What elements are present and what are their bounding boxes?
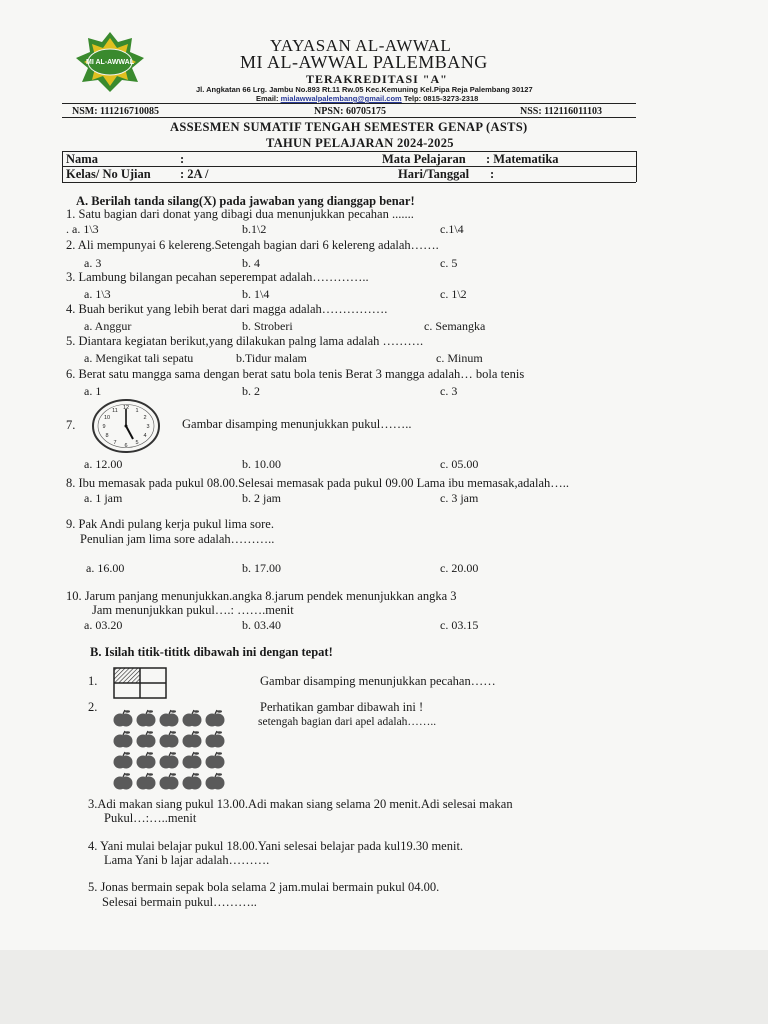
nama-colon: : bbox=[180, 152, 185, 166]
contact-line bbox=[256, 94, 478, 103]
question-9: 9. Pak Andi pulang kerja pukul lima sore. bbox=[66, 517, 274, 531]
nama-label: Nama bbox=[66, 152, 98, 166]
q2-option-a[interactable]: a. 3 bbox=[84, 256, 102, 270]
clock-image bbox=[90, 398, 162, 454]
q3-option-c[interactable]: c. 1\2 bbox=[440, 287, 467, 301]
q4-option-b[interactable]: b. Stroberi bbox=[242, 319, 293, 333]
q8-option-b[interactable]: b. 2 jam bbox=[242, 491, 281, 505]
apples-image bbox=[112, 708, 232, 792]
apple-icon bbox=[114, 773, 133, 790]
section-b-heading: B. Isilah titik-tititk dibawah ini dengan tepat! bbox=[90, 645, 333, 659]
question-5: 5. Diantara kegiatan berikut,yang dilakukan palng lama adalah ………. bbox=[66, 334, 424, 348]
question-7: Gambar disamping menunjukkan pukul…….. bbox=[182, 417, 412, 431]
apple-icon bbox=[114, 710, 133, 727]
svg-text:2: 2 bbox=[143, 415, 147, 421]
apple-icon bbox=[114, 752, 133, 769]
q9-option-a[interactable]: a. 16.00 bbox=[86, 561, 125, 575]
apple-icon bbox=[160, 731, 179, 748]
svg-text:9: 9 bbox=[102, 424, 106, 430]
school-logo bbox=[62, 30, 158, 94]
apple-icon bbox=[206, 752, 225, 769]
svg-text:7: 7 bbox=[113, 440, 117, 446]
q10-option-c[interactable]: c. 03.15 bbox=[440, 618, 479, 632]
q6-option-b[interactable]: b. 2 bbox=[242, 384, 260, 398]
question-10: 10. Jarum panjang menunjukkan.angka 8.jarum pendek menunjukkan angka 3 bbox=[66, 589, 457, 603]
apple-icon bbox=[160, 752, 179, 769]
b-question-3: 3.Adi makan siang pukul 13.00.Adi makan siang selama 20 menit.Adi selesai makan bbox=[88, 797, 513, 811]
nss-number: NSS: 112116011103 bbox=[520, 106, 602, 117]
svg-text:11: 11 bbox=[112, 408, 118, 414]
q5-option-a[interactable]: a. Mengikat tali sepatu bbox=[84, 351, 194, 365]
q10-option-b[interactable]: b. 03.40 bbox=[242, 618, 281, 632]
question-3: 3. Lambung bilangan pecahan seperempat adalah………….. bbox=[66, 270, 369, 284]
b-question-4-line2: Lama Yani b lajar adalah………. bbox=[104, 853, 270, 867]
email-label: Email: bbox=[256, 94, 279, 103]
question-8: 8. Ibu memasak pada pukul 08.00.Selesai memasak pada pukul 09.00 Lama ibu memasak,adalah….. bbox=[66, 476, 569, 490]
b-question-3-line2: Pukul…:…..menit bbox=[104, 811, 197, 825]
apple-icon bbox=[183, 773, 202, 790]
mapel-value: : Matematika bbox=[486, 152, 559, 166]
q10-option-a[interactable]: a. 03.20 bbox=[84, 618, 123, 632]
question-2: 2. Ali mempunyai 6 kelereng.Setengah bagian dari 6 kelereng adalah……. bbox=[66, 238, 439, 252]
mapel-label: Mata Pelajaran bbox=[382, 152, 466, 166]
info-table-right bbox=[636, 151, 637, 182]
q5-option-c[interactable]: c. Minum bbox=[436, 351, 483, 365]
apple-icon bbox=[160, 773, 179, 790]
q6-option-a[interactable]: a. 1 bbox=[84, 384, 102, 398]
q3-option-a[interactable]: a. 1\3 bbox=[84, 287, 111, 301]
apple-icon bbox=[183, 731, 202, 748]
q1-option-a[interactable]: . a. 1\3 bbox=[66, 222, 99, 236]
apple-icon bbox=[137, 773, 156, 790]
school-name: MI AL-AWWAL PALEMBANG bbox=[240, 52, 488, 72]
b-question-2-line2: setengah bagian dari apel adalah…….. bbox=[258, 716, 437, 728]
q8-option-a[interactable]: a. 1 jam bbox=[84, 491, 123, 505]
q6-option-c[interactable]: c. 3 bbox=[440, 384, 458, 398]
school-address: Jl. Angkatan 66 Lrg. Jambu No.893 Rt.11 Rw.05 Kec.Kemuning Kel.Pipa Reja Palembang 30127 bbox=[196, 85, 533, 94]
apple-icon bbox=[160, 710, 179, 727]
kelas-value: : 2A / bbox=[180, 167, 209, 181]
apple-icon bbox=[137, 710, 156, 727]
q1-option-b[interactable]: b.1\2 bbox=[242, 222, 267, 236]
section-a-heading: A. Berilah tanda silang(X) pada jawaban yang dianggap benar! bbox=[76, 194, 415, 208]
q1-option-c[interactable]: c.1\4 bbox=[440, 222, 464, 236]
question-9-line2: Penulian jam lima sore adalah……….. bbox=[80, 532, 275, 546]
exam-title: ASSESMEN SUMATIF TENGAH SEMESTER GENAP (ASTS) bbox=[170, 120, 528, 134]
q7-option-a[interactable]: a. 12.00 bbox=[84, 457, 123, 471]
q3-option-b[interactable]: b. 1\4 bbox=[242, 287, 270, 301]
header-rule-bottom bbox=[62, 117, 636, 118]
svg-text:8: 8 bbox=[105, 433, 109, 439]
b-question-2-number: 2. bbox=[88, 700, 98, 714]
q2-option-c[interactable]: c. 5 bbox=[440, 256, 458, 270]
svg-text:4: 4 bbox=[143, 433, 147, 439]
svg-text:10: 10 bbox=[103, 415, 111, 421]
b-question-5-line2: Selesai bermain pukul……….. bbox=[102, 895, 257, 909]
nsm-number: NSM: 111216710085 bbox=[72, 106, 159, 117]
b-question-4: 4. Yani mulai belajar pukul 18.00.Yani selesai belajar pada kul19.30 menit. bbox=[88, 839, 464, 853]
info-table-left bbox=[62, 151, 63, 182]
b-question-5: 5. Jonas bermain sepak bola selama 2 jam.mulai bermain pukul 04.00. bbox=[88, 880, 440, 894]
npsn-number: NPSN: 60705175 bbox=[314, 106, 386, 117]
b-question-1-number: 1. bbox=[88, 674, 98, 688]
question-10-line2: Jam menunjukkan pukul….: …….menit bbox=[92, 603, 294, 617]
q2-option-b[interactable]: b. 4 bbox=[242, 256, 260, 270]
q8-option-c[interactable]: c. 3 jam bbox=[440, 491, 479, 505]
question-4: 4. Buah berikut yang lebih berat dari magga adalah……………. bbox=[66, 302, 388, 316]
q5-option-b[interactable]: b.Tidur malam bbox=[236, 351, 307, 365]
accreditation: TERAKREDITASI "A" bbox=[306, 72, 448, 86]
svg-text:6: 6 bbox=[124, 443, 128, 449]
svg-text:12: 12 bbox=[122, 405, 130, 411]
hari-colon: : bbox=[490, 167, 495, 181]
apple-icon bbox=[137, 752, 156, 769]
b-question-2: Perhatikan gambar dibawah ini ! bbox=[260, 700, 424, 714]
svg-text:3: 3 bbox=[146, 424, 150, 430]
apple-icon bbox=[183, 752, 202, 769]
svg-text:5: 5 bbox=[135, 440, 139, 446]
kelas-label: Kelas/ No Ujian bbox=[66, 167, 151, 181]
email-link[interactable]: mialawwalpalembang@gmail.com bbox=[280, 94, 402, 103]
question-1: 1. Satu bagian dari donat yang dibagi dua menunjukkan pecahan ....... bbox=[66, 207, 414, 221]
apple-icon bbox=[206, 710, 225, 727]
apple-icon bbox=[206, 773, 225, 790]
phone-number: Telp: 0815-3273-2318 bbox=[403, 94, 479, 103]
info-table-bottom bbox=[62, 182, 636, 183]
svg-text:MI AL-AWWAL: MI AL-AWWAL bbox=[86, 59, 134, 66]
header-rule-top bbox=[62, 103, 636, 104]
exam-year: TAHUN PELAJARAN 2024-2025 bbox=[266, 136, 454, 150]
apple-icon bbox=[206, 731, 225, 748]
q4-option-c[interactable]: c. Semangka bbox=[424, 319, 486, 333]
question-7-number: 7. bbox=[66, 418, 76, 432]
q7-option-c[interactable]: c. 05.00 bbox=[440, 457, 479, 471]
b-question-1: Gambar disamping menunjukkan pecahan…… bbox=[260, 674, 496, 688]
fraction-image bbox=[113, 667, 167, 699]
foundation-name: YAYASAN AL-AWWAL bbox=[270, 36, 452, 55]
q4-option-a[interactable]: a. Anggur bbox=[84, 319, 132, 333]
q9-option-c[interactable]: c. 20.00 bbox=[440, 561, 479, 575]
question-6: 6. Berat satu mangga sama dengan berat satu bola tenis Berat 3 mangga adalah… bola tenis bbox=[66, 367, 525, 381]
svg-text:1: 1 bbox=[135, 408, 139, 414]
apple-icon bbox=[114, 731, 133, 748]
apple-icon bbox=[137, 731, 156, 748]
q9-option-b[interactable]: b. 17.00 bbox=[242, 561, 281, 575]
apple-icon bbox=[183, 710, 202, 727]
hari-label: Hari/Tanggal bbox=[398, 167, 470, 181]
q7-option-b[interactable]: b. 10.00 bbox=[242, 457, 281, 471]
